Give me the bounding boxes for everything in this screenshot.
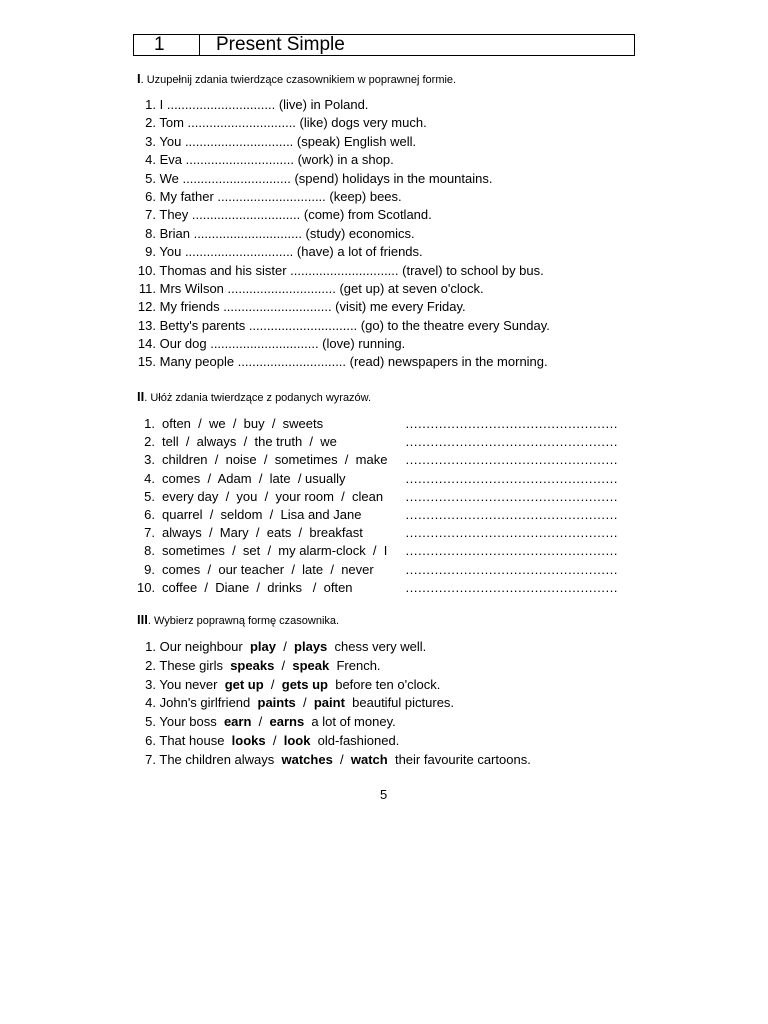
option-separator: / xyxy=(295,695,314,711)
sentence-start: John's girlfriend xyxy=(159,695,258,711)
sentence-start: That house xyxy=(159,732,232,748)
exercise-3-item xyxy=(137,694,531,713)
word-prompt: comes / our teacher / late / never xyxy=(162,561,374,577)
sentence-start: The children always xyxy=(159,751,282,767)
unit-header xyxy=(133,34,635,56)
item-number: 3. xyxy=(144,452,155,468)
word-prompt: children / noise / sometimes / make xyxy=(162,452,388,468)
exercise-2-numeral: II xyxy=(137,389,145,404)
item-number: 1. xyxy=(145,639,156,654)
item-number: 10. xyxy=(137,579,156,595)
exercise-2-instruction-text: . Ułóż zdania twierdzące z podanych wyrazów. xyxy=(144,392,372,404)
exercise-2-item xyxy=(137,433,637,451)
fill-in-sentence: Betty's parents .............................. (go) to the theatre every Sunday. xyxy=(159,317,550,333)
exercise-2-item xyxy=(137,542,637,560)
item-number: 10. xyxy=(137,262,156,278)
item-number: 9. xyxy=(145,244,156,260)
option-a: get up xyxy=(224,676,264,692)
fill-in-sentence: Thomas and his sister .............................. (travel) to school by bus. xyxy=(159,262,544,278)
item-number: 4. xyxy=(145,152,156,168)
item-number: 15. xyxy=(137,354,156,370)
fill-in-sentence: Tom .............................. (like) dogs very much. xyxy=(159,115,427,131)
exercise-2-list xyxy=(137,415,637,597)
item-number: 3. xyxy=(145,133,156,149)
page-number: 5 xyxy=(380,787,388,802)
option-separator: / xyxy=(265,732,284,748)
exercise-3-list xyxy=(137,638,531,770)
unit-title: Present Simple xyxy=(216,34,345,55)
option-separator: / xyxy=(275,639,295,654)
exercise-3-item xyxy=(137,676,531,695)
answer-line: …………………………………………… xyxy=(405,543,618,559)
exercise-1-item xyxy=(137,206,550,224)
item-number: 12. xyxy=(137,299,156,315)
item-number: 11. xyxy=(138,280,156,296)
exercise-1-numeral: I xyxy=(137,71,141,86)
fill-in-sentence: Many people .............................. (read) newspapers in the morning. xyxy=(159,354,548,370)
option-b: earns xyxy=(269,714,305,730)
word-prompt: tell / always / the truth / we xyxy=(162,434,337,450)
answer-line: …………………………………………… xyxy=(405,506,618,522)
item-number: 7. xyxy=(145,751,156,767)
option-b: paint xyxy=(313,695,345,711)
item-number: 5. xyxy=(145,714,156,730)
option-b: look xyxy=(283,732,311,748)
item-number: 2. xyxy=(145,657,156,673)
option-a: earn xyxy=(223,714,252,730)
word-prompt: always / Mary / eats / breakfast xyxy=(162,525,363,541)
option-a: play xyxy=(249,639,276,654)
item-number: 3. xyxy=(145,676,156,692)
sentence-start: Your boss xyxy=(159,714,224,730)
sentence-start: These girls xyxy=(159,657,231,673)
exercise-1-item xyxy=(137,262,550,280)
item-number: 7. xyxy=(145,207,156,223)
exercise-1-item xyxy=(137,225,550,243)
sentence-end: old-fashioned. xyxy=(310,732,400,748)
exercise-2-item xyxy=(137,579,637,597)
item-number: 8. xyxy=(145,225,156,241)
exercise-3-item xyxy=(137,732,531,751)
sentence-end: French. xyxy=(329,657,381,673)
item-number: 1. xyxy=(145,97,156,112)
exercise-3-instruction xyxy=(137,613,339,628)
fill-in-sentence: We .............................. (spend) holidays in the mountains. xyxy=(159,170,493,186)
option-a: looks xyxy=(231,732,266,748)
fill-in-sentence: Eva .............................. (work) in a shop. xyxy=(159,152,394,168)
exercise-1-item xyxy=(137,280,550,298)
exercise-1-item xyxy=(137,298,550,316)
option-a: watches xyxy=(281,751,333,767)
exercise-2-item xyxy=(137,488,637,506)
option-separator: / xyxy=(251,714,270,730)
item-number: 8. xyxy=(144,543,155,559)
word-prompt: quarrel / seldom / Lisa and Jane xyxy=(162,506,362,522)
exercise-2-item xyxy=(137,506,637,524)
exercise-2-item xyxy=(137,470,637,488)
answer-line: …………………………………………… xyxy=(405,470,618,486)
item-number: 6. xyxy=(145,732,156,748)
item-number: 5. xyxy=(144,488,155,504)
exercise-3-item xyxy=(137,751,531,770)
exercise-3-numeral: III xyxy=(137,612,148,627)
answer-line: …………………………………………… xyxy=(405,525,618,541)
unit-number: 1 xyxy=(154,34,165,55)
word-prompt: coffee / Diane / drinks / often xyxy=(162,579,353,595)
exercise-2-instruction xyxy=(137,390,371,405)
word-prompt: every day / you / your room / clean xyxy=(162,488,384,504)
item-number: 14. xyxy=(137,336,156,352)
answer-line: …………………………………………… xyxy=(405,416,618,431)
word-prompt: comes / Adam / late / usually xyxy=(162,470,346,486)
item-number: 7. xyxy=(144,525,155,541)
exercise-3-instruction-text: . Wybierz poprawną formę czasownika. xyxy=(147,615,340,627)
item-number: 4. xyxy=(144,470,155,486)
exercise-3-item xyxy=(137,657,531,676)
fill-in-sentence: Mrs Wilson .............................. (get up) at seven o'clock. xyxy=(159,280,484,296)
exercise-1-item xyxy=(137,188,550,206)
option-separator: / xyxy=(274,657,293,673)
exercise-1-item xyxy=(137,353,550,371)
exercise-1-item xyxy=(137,170,550,188)
exercise-3-item xyxy=(137,638,531,657)
exercise-1-item xyxy=(137,133,550,151)
fill-in-sentence: I .............................. (live) in Poland. xyxy=(159,97,369,112)
unit-number-cell xyxy=(134,35,200,55)
option-separator: / xyxy=(263,676,282,692)
answer-line: …………………………………………… xyxy=(405,452,618,468)
exercise-1-item xyxy=(137,114,550,132)
item-number: 4. xyxy=(145,695,156,711)
item-number: 2. xyxy=(144,434,155,450)
exercise-1-list xyxy=(137,96,550,372)
exercise-1-instruction-text: . Uzupełnij zdania twierdzące czasownikiem w poprawnej formie. xyxy=(140,74,457,86)
item-number: 1. xyxy=(144,416,155,431)
option-b: gets up xyxy=(281,676,328,692)
fill-in-sentence: Our dog .............................. (love) running. xyxy=(159,336,406,352)
item-number: 5. xyxy=(145,170,156,186)
exercise-2-item xyxy=(137,415,637,433)
sentence-start: You never xyxy=(159,676,225,692)
fill-in-sentence: You .............................. (have) a lot of friends. xyxy=(159,244,423,260)
exercise-2-item xyxy=(137,451,637,469)
exercise-1-instruction xyxy=(137,72,456,87)
option-b: plays xyxy=(294,639,328,654)
fill-in-sentence: They .............................. (come) from Scotland. xyxy=(159,207,432,223)
answer-line: …………………………………………… xyxy=(405,488,618,504)
exercise-1-item xyxy=(137,317,550,335)
option-a: speaks xyxy=(230,657,275,673)
sentence-end: chess very well. xyxy=(327,639,427,654)
word-prompt: often / we / buy / sweets xyxy=(162,416,324,431)
fill-in-sentence: Brian .............................. (study) economics. xyxy=(159,225,415,241)
sentence-end: their favourite cartoons. xyxy=(387,751,531,767)
word-prompt: sometimes / set / my alarm-clock / I xyxy=(162,543,388,559)
exercise-1-item xyxy=(137,335,550,353)
option-b: watch xyxy=(350,751,388,767)
item-number: 2. xyxy=(145,115,156,131)
option-separator: / xyxy=(332,751,351,767)
sentence-end: a lot of money. xyxy=(304,714,396,730)
fill-in-sentence: My father .............................. (keep) bees. xyxy=(159,188,402,204)
exercise-1-item xyxy=(137,96,550,114)
answer-line: …………………………………………… xyxy=(405,561,618,577)
fill-in-sentence: You .............................. (speak) English well. xyxy=(159,133,417,149)
sentence-start: Our neighbour xyxy=(159,639,250,654)
item-number: 6. xyxy=(145,188,156,204)
option-b: speak xyxy=(292,657,330,673)
sentence-end: beautiful pictures. xyxy=(344,695,455,711)
answer-line: …………………………………………… xyxy=(405,579,618,595)
sentence-end: before ten o'clock. xyxy=(327,676,441,692)
exercise-1-item xyxy=(137,243,550,261)
item-number: 9. xyxy=(144,561,155,577)
answer-line: …………………………………………… xyxy=(405,434,618,450)
exercise-1-item xyxy=(137,151,550,169)
exercise-2-item xyxy=(137,524,637,542)
option-a: paints xyxy=(257,695,296,711)
exercise-2-item xyxy=(137,561,637,579)
item-number: 6. xyxy=(144,506,155,522)
exercise-3-item xyxy=(137,713,531,732)
fill-in-sentence: My friends .............................. (visit) me every Friday. xyxy=(159,299,466,315)
item-number: 13. xyxy=(137,317,156,333)
